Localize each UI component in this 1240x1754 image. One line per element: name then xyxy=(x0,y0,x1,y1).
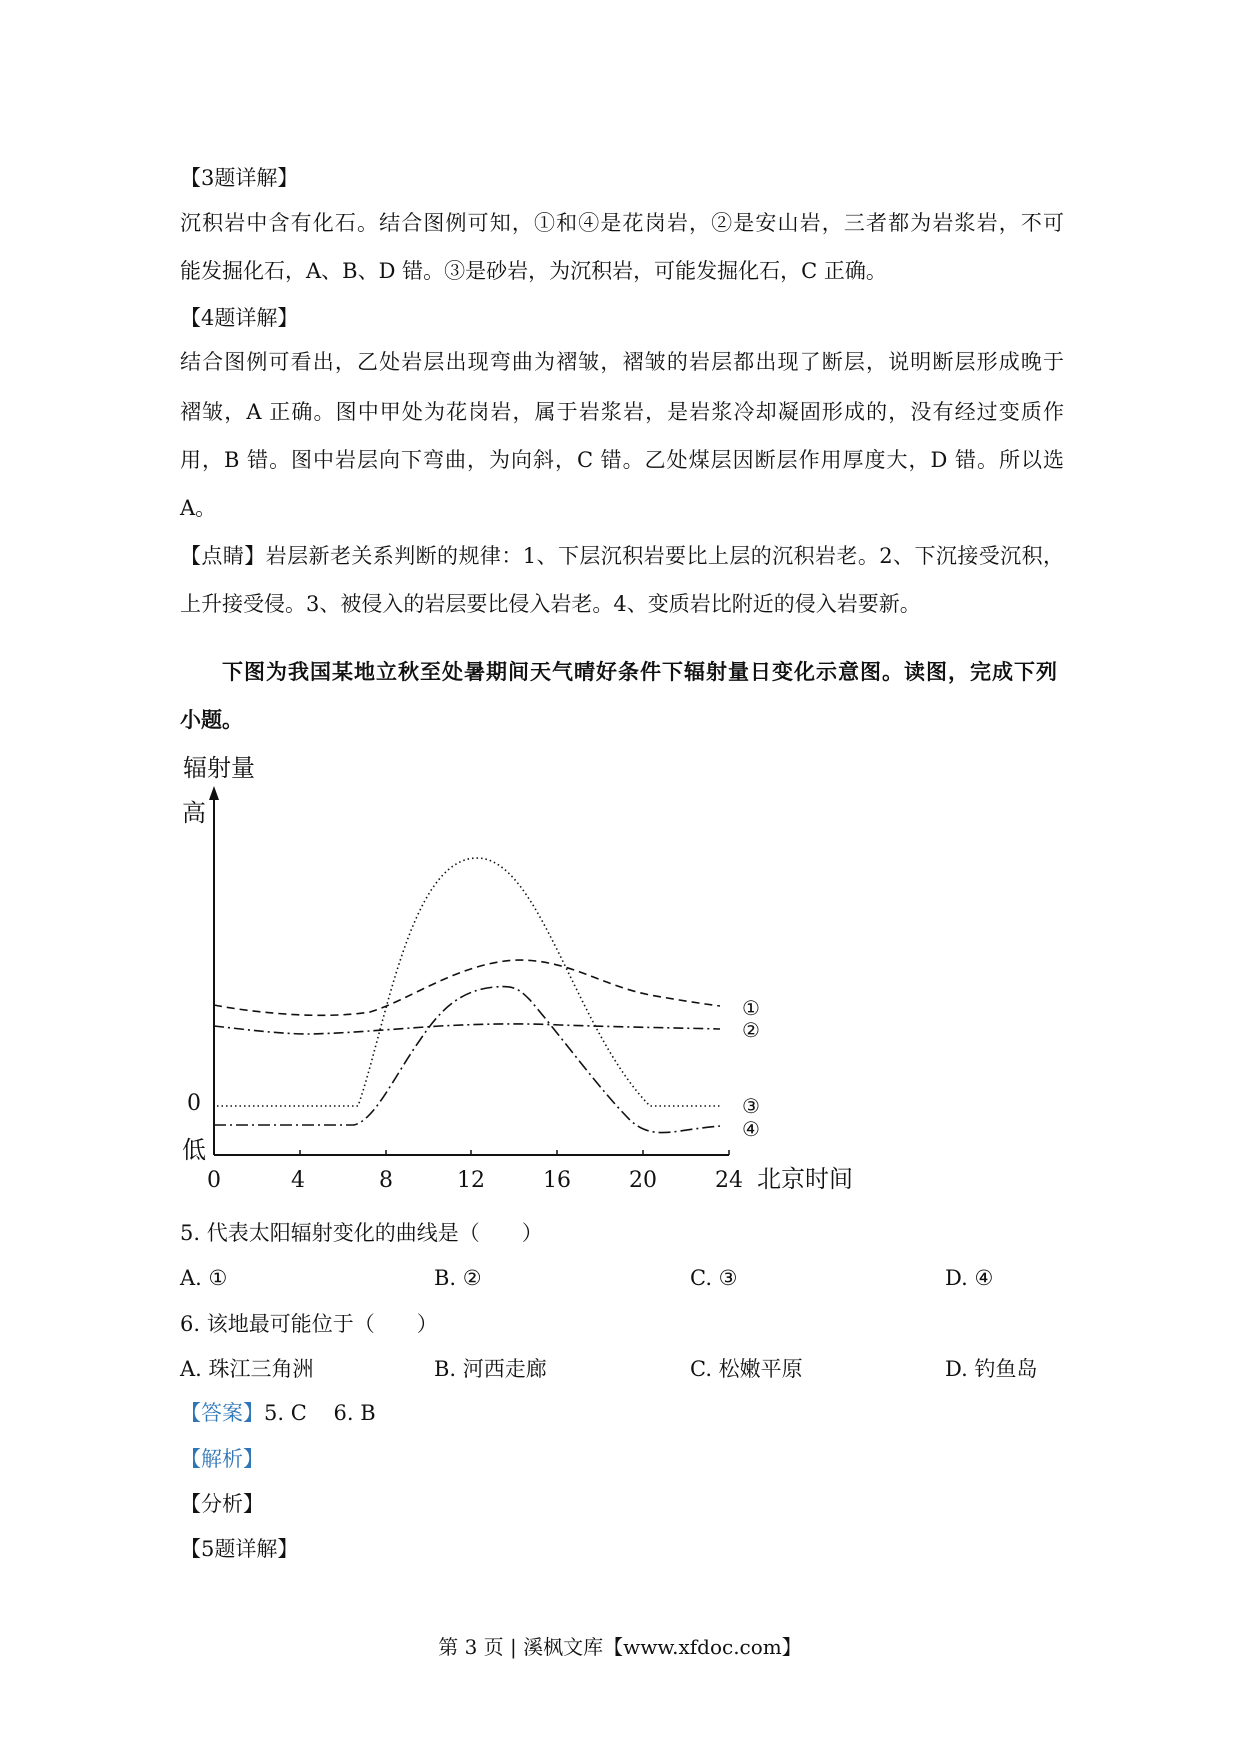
q5-detail-heading: 【5题详解】 xyxy=(180,1537,299,1561)
y-axis-zero-label: 0 xyxy=(187,1091,201,1116)
q5-option-d: D. ④ xyxy=(945,1266,994,1290)
q4-detail-line: 褶皱，A 正确。图中甲处为花岗岩，属于岩浆岩，是岩浆冷却凝固形成的，没有经过变质作 xyxy=(180,400,1064,424)
answer-line xyxy=(180,1398,376,1428)
curve-4-label: ④ xyxy=(742,1117,760,1141)
curve-3 xyxy=(217,858,720,1106)
curve-2-label: ② xyxy=(742,1018,760,1042)
x-tick-label: 24 xyxy=(715,1168,743,1193)
q5-option-c: C. ③ xyxy=(690,1266,738,1290)
q6-stem: 6. 该地最可能位于（ ） xyxy=(180,1312,438,1336)
q4-detail-line: 用，B 错。图中岩层向下弯曲，为向斜，C 错。乙处煤层因断层作用厚度大，D 错。所以选 xyxy=(180,448,1064,472)
curve-4 xyxy=(214,987,720,1133)
y-axis-low-label: 低 xyxy=(182,1136,206,1164)
y-axis-arrow xyxy=(209,786,219,800)
x-tick-label: 8 xyxy=(379,1168,393,1193)
x-tick-label: 4 xyxy=(291,1168,305,1193)
x-tick-label: 0 xyxy=(207,1168,221,1193)
curve-2 xyxy=(214,1024,720,1034)
q5-option-b: B. ② xyxy=(434,1266,482,1290)
y-axis-high-label: 高 xyxy=(182,799,206,827)
page-footer: 第 3 页 | 溪枫文库【www.xfdoc.com】 xyxy=(438,1635,802,1659)
q3-detail-line: 能发掘化石，A、B、D 错。③是砂岩，为沉积岩，可能发掘化石，C 正确。 xyxy=(180,259,887,283)
answer-tag: 【答案】 xyxy=(180,1401,264,1425)
curve-1 xyxy=(214,960,720,1015)
analysis-tag: 【解析】 xyxy=(180,1447,264,1471)
q5-option-a: A. ① xyxy=(180,1266,228,1290)
tip-line: 上升接受侵。3、被侵入的岩层要比侵入岩老。4、变质岩比附近的侵入岩要新。 xyxy=(180,592,921,616)
x-tick-label: 12 xyxy=(457,1168,485,1193)
q5-stem: 5. 代表太阳辐射变化的曲线是（ ） xyxy=(180,1221,543,1245)
tip-line: 【点睛】岩层新老关系判断的规律：1、下层沉积岩要比上层的沉积岩老。2、下沉接受沉积， xyxy=(180,544,1064,568)
q6-option-d: D. 钓鱼岛 xyxy=(945,1357,1038,1381)
question-intro-line: 小题。 xyxy=(180,708,243,732)
curve-3-label: ③ xyxy=(742,1094,760,1118)
q4-detail-heading: 【4题详解】 xyxy=(180,306,299,330)
q6-option-a: A. 珠江三角洲 xyxy=(180,1357,314,1381)
curve-1-label: ① xyxy=(742,996,760,1020)
fenxi-tag: 【分析】 xyxy=(180,1492,264,1516)
x-tick-label: 20 xyxy=(629,1168,657,1193)
y-axis-title: 辐射量 xyxy=(183,754,255,782)
q4-detail-line: 结合图例可看出，乙处岩层出现弯曲为褶皱，褶皱的岩层都出现了断层，说明断层形成晚于 xyxy=(180,350,1064,374)
q6-option-b: B. 河西走廊 xyxy=(434,1357,547,1381)
x-axis-title: 北京时间 xyxy=(757,1165,853,1193)
q6-option-c: C. 松嫩平原 xyxy=(690,1357,803,1381)
q4-detail-line: A。 xyxy=(180,496,217,520)
answer-text: 5. C 6. B xyxy=(264,1401,376,1425)
x-tick-label: 16 xyxy=(543,1168,571,1193)
q3-detail-heading: 【3题详解】 xyxy=(180,166,299,190)
q3-detail-line: 沉积岩中含有化石。结合图例可知，①和④是花岗岩，②是安山岩，三者都为岩浆岩，不可 xyxy=(180,211,1064,235)
radiation-figure xyxy=(150,740,900,1200)
question-intro-line: 下图为我国某地立秋至处暑期间天气晴好条件下辐射量日变化示意图。读图，完成下列 xyxy=(222,660,1057,684)
